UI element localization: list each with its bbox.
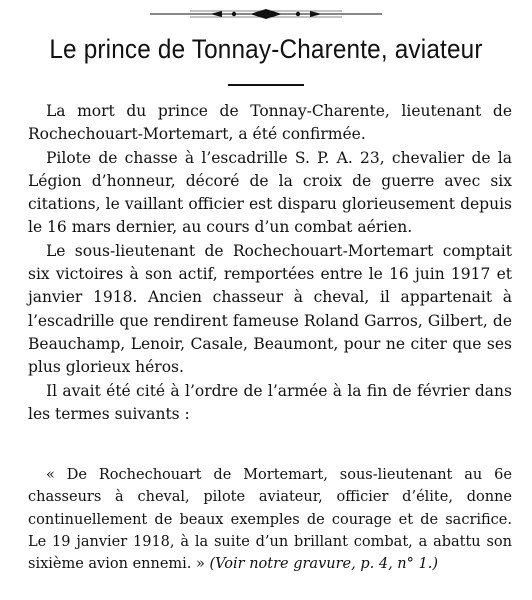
ornament-divider <box>150 8 382 20</box>
citation-block <box>28 464 512 575</box>
article-title: Le prince de Tonnay-Charente, aviateur <box>49 34 483 64</box>
article-body <box>28 100 512 426</box>
citation-reference: (Voir notre gravure, p. 4, n° 1.) <box>209 556 438 573</box>
paragraph: Pilote de chasse à l’escadrille S. P. A. 23, chevalier de la Légion d’honneur, décoré de la croix de guerre avec six citations, le vaillant officier est disparu glorieusement depuis le 16 mars dernier, au cours d’un combat aérien. <box>28 148 512 237</box>
paragraph: La mort du prince de Tonnay-Charente, lieutenant de Rochechouart-Mortemart, a été confirmée. <box>28 102 512 144</box>
paragraph: Il avait été cité à l’ordre de l’armée à la fin de février dans les termes suivants : <box>28 381 512 423</box>
citation-text: « De Rochechouart de Mortemart, sous-lieutenant au 6e chasseurs à cheval, pilote aviateur, officier d’élite, donne continuellement de beaux exemples de courage et de sacrifice. Le 19 janvier 1918, à la suite d’un brillant combat, a abattu son sixième avion ennemi. » <box>28 467 512 573</box>
paragraph: Le sous-lieutenant de Rochechouart-Mortemart comptait six victoires à son actif, remportées entre le 16 juin 1917 et janvier 1918. Ancien chasseur à cheval, il appartenait à l’escadrille que rendirent fameuse Roland Garros, Gilbert, de Beauchamp, Lenoir, Casale, Beaumont, pour ne citer que ses plus glorieux héros. <box>28 241 512 377</box>
title-rule <box>228 84 304 86</box>
citation-paragraph <box>28 464 512 575</box>
